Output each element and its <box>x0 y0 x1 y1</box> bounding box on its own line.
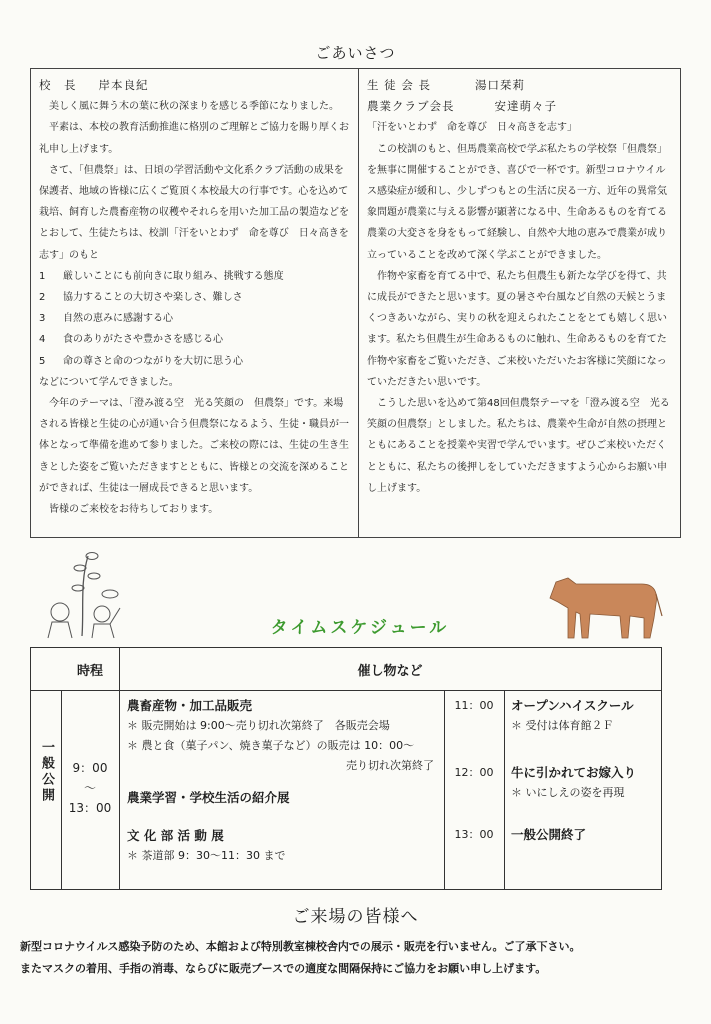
event-title: 農畜産物・加工品販売 <box>127 698 253 713</box>
right-event: オープンハイスクール ＊ 受付は体育館２Ｆ <box>511 698 634 732</box>
right-time: 13：00 <box>454 828 494 841</box>
table-line <box>504 691 505 889</box>
header-events: 催し物など <box>357 664 423 679</box>
kids-harvest-illustration <box>40 548 130 640</box>
notice-line: 新型コロナウイルス感染予防のため、本館および特別教室棟校舎内での展示・販売を行いません。ご了承下さい。 <box>20 940 581 953</box>
principal-list-item: 2 協力することの大切さや楽しさ、難しさ <box>39 292 243 304</box>
cow-illustration <box>546 568 666 642</box>
students-paragraph: こうした思いを込めて第48回但農祭テーマを「澄み渡る空 光る笑顔の但農祭」としました。私たちは、農業や生命が自然の摂理とともにあることを授業や実習で学んでいます。ぜひご来校いただくとともに、私たちの後押しをしていただきますよう心からお願い申し上げます。 <box>367 398 670 494</box>
table-line <box>119 648 120 889</box>
principal-paragraph: 皆様のご来校をお待ちしております。 <box>49 504 219 516</box>
principal-paragraph: 平素は、本校の教育活動推進に格別のご理解とご協力を賜り厚くお礼申し上げます。 <box>39 122 349 155</box>
time-range: 9：00 ～ 13：00 <box>68 761 112 815</box>
principal-list-item: 1 厳しいことにも前向きに取り組み、挑戦する態度 <box>39 270 284 282</box>
student-name-2: 安達萌々子 <box>494 99 557 114</box>
principal-name: 岸本良紀 <box>98 78 149 92</box>
school-motto: 「汗をいとわず 命を尊び 日々高きを志す」 <box>367 122 577 134</box>
event-note: ＊ 農と食（菓子パン、焼き菓子など）の販売は 10：00～ <box>127 739 415 752</box>
principal-column <box>39 75 353 520</box>
event-note: 売り切れ次第終了 <box>346 759 434 772</box>
notice-title: ご来場の皆様へ <box>292 907 419 927</box>
principal-after-list: などについて学んできました。 <box>39 376 179 388</box>
principal-paragraph: さて、「但農祭」は、日頃の学習活動や文化系クラブ活動の成果を保護者、地域の皆様に広くご覧頂く本校最大の行事です。心を込めて栽培、飼育した農畜産物の収穫やそれらを用いた加工品の製造などをとおして、生徒たちは、校訓「汗をいとわず 命を尊び 日々高きを志す」のもと <box>39 164 349 261</box>
right-time: 12：00 <box>454 766 494 779</box>
event-title: 農業学習・学校生活の紹介展 <box>127 790 290 805</box>
student-role-1: 生 徒 会 長 <box>367 78 431 92</box>
greeting-box <box>30 68 681 538</box>
schedule-title: タイムスケジュール <box>270 618 450 638</box>
principal-paragraph: 美しく風に舞う木の葉に秋の深まりを感じる季節になりました。 <box>49 101 339 113</box>
header-time: 時程 <box>76 664 103 679</box>
greeting-title: ごあいさつ <box>315 44 396 62</box>
principal-role: 校 長 <box>39 78 77 92</box>
principal-list-item: 3 自然の恵みに感謝する心 <box>39 313 173 325</box>
row-label: 一般公開 <box>39 740 54 804</box>
student-header-2 <box>367 96 673 117</box>
student-name-1: 湯口栞莉 <box>474 78 525 92</box>
students-paragraph: 作物や家畜を育てる中で、私たち但農生も新たな学びを得て、共に成長ができたと思います。夏の暑さや台風など自然の天候とうまくつきあいながら、実りの秋を迎えられたことをとても嬉しく思います。私たち但農生が生命あるものに触れ、生命あるものを育てた作物や家畜をご覧いただき、ご来校いただいたお客様に笑顔になっていただきたい思いです。 <box>367 270 667 388</box>
event-note: ＊ 販売開始は 9:00～売り切れ次第終了 各販売会場 <box>127 719 390 732</box>
principal-list-item: 4 食のありがたさや豊かさを感じる心 <box>39 334 223 346</box>
student-header-1 <box>367 75 673 96</box>
right-time: 11：00 <box>454 699 494 712</box>
left-events <box>127 696 442 866</box>
students-paragraph: この校訓のもと、但馬農業高校で学ぶ私たちの学校祭「但農祭」を無事に開催することができ、喜びで一杯です。新型コロナウイルス感染症が緩和し、少しずつもとの生活に戻る一方、近年の異常気象問題が農業に与える影響が顕著になる中、生命あるものを育てる農業の大変さを身をもって経験し、自然や大地の恵みで農業が成り立っていることを改めて深く学ぶことができました。 <box>367 143 667 261</box>
principal-header <box>39 75 353 96</box>
notice-body <box>20 936 700 980</box>
table-line <box>444 691 445 889</box>
event-title: 文 化 部 活 動 展 <box>127 828 224 843</box>
principal-list-item: 5 命の尊さと命のつながりを大切に思う心 <box>39 355 243 367</box>
column-divider <box>358 69 359 537</box>
students-column <box>367 75 673 499</box>
notice-line: またマスクの着用、手指の消毒、ならびに販売ブースでの適度な間隔保持にご協力をお願い申し上げます。 <box>20 962 547 975</box>
student-role-2: 農業クラブ会長 <box>367 99 455 114</box>
right-event: 一般公開終了 <box>511 827 587 842</box>
right-event: 牛に引かれてお嫁入り ＊ いにしえの姿を再現 <box>511 765 637 799</box>
schedule-table <box>30 647 662 890</box>
principal-paragraph: 今年のテーマは、「澄み渡る空 光る笑顔の 但農祭」です。来場される皆様と生徒の心が通い合う但農祭になるよう、生徒・職員が一体となって準備を進めて参りました。ご来校の際には、生徒の生き生きとした姿をご覧いただきますとともに、皆様との交流を深めることができれば、生徒は一層成長できると思います。 <box>39 398 349 494</box>
event-note: ＊ 茶道部 9：30～11：30 まで <box>127 849 286 862</box>
table-line <box>31 690 661 691</box>
